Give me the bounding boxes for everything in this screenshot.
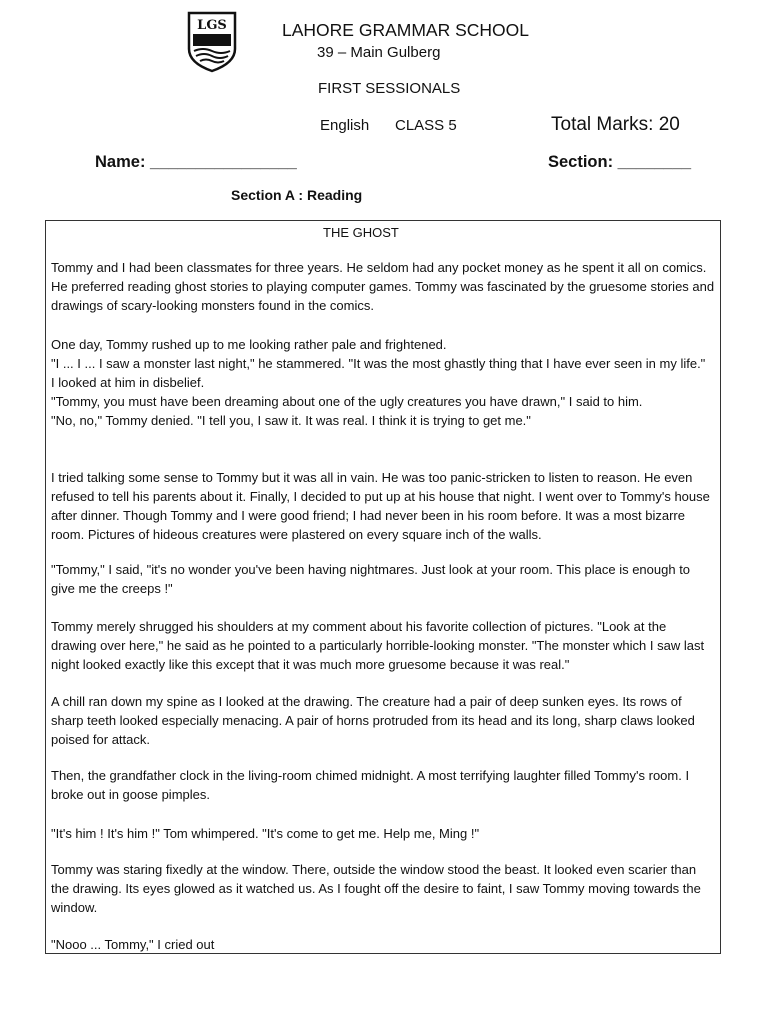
section-field[interactable]: Section: ________ [548,153,692,171]
paragraph-line: "I ... I ... I saw a monster last night," he stammered. "It was the most ghastly thing that I have ever seen in my life." [51,356,706,371]
exam-title: FIRST SESSIONALS [318,80,461,97]
passage-paragraph-6: A chill ran down my spine as I looked at the drawing. The creature had a pair of deep sunken eyes. Its rows of sharp teeth looked especially menacing. A pair of horns protruded from its head and its long, sharp claws looked poised for attack. [51,694,695,747]
class-label: CLASS 5 [395,117,457,134]
paragraph-line: "Tommy, you must have been dreaming about one of the ugly creatures you have drawn," I said to him. [51,394,643,409]
school-crest-logo [186,11,238,73]
school-name: LAHORE GRAMMAR SCHOOL [282,20,529,40]
section-heading: Section A : Reading [231,187,363,203]
school-address: 39 – Main Gulberg [317,44,441,61]
paragraph-line: One day, Tommy rushed up to me looking rather pale and frightened. [51,337,447,352]
name-field[interactable]: Name: ________________ [95,153,297,171]
subject-label: English [320,117,370,134]
reading-passage-box [45,220,721,954]
passage-paragraph-9: Tommy was staring fixedly at the window. There, outside the window stood the beast. It looked even scarier than the drawing. Its eyes glowed as it watched us. As I fought off the desire to faint, I saw Tommy moving towards the window. [51,862,701,915]
passage-paragraph-3: I tried talking some sense to Tommy but it was all in vain. He was too panic-stricken to listen to reason. He even refused to tell his parents about it. Finally, I decided to put up at his house that night. I went over to Tommy's house after dinner. Though Tommy and I were good friend; I had never been in his room before. It was a most bizarre room. Pictures of hideous creatures were plastered on every square inch of the walls. [51,470,710,542]
passage-paragraph-7: Then, the grandfather clock in the living-room chimed midnight. A most terrifying laughter filled Tommy's room. I broke out in goose pimples. [51,768,690,802]
paragraph-line: I looked at him in disbelief. [51,375,205,390]
paragraph-line: "No, no," Tommy denied. "I tell you, I saw it. It was real. I think it is trying to get me." [51,413,531,428]
passage-paragraph-5: Tommy merely shrugged his shoulders at my comment about his favorite collection of pictures. "Look at the drawing over here," he said as he pointed to a particularly horrible-looking monster. "The monster which I saw last night looked exactly like this except that it was much more gruesome because it was real." [51,619,705,672]
total-marks: Total Marks: 20 [551,114,680,135]
passage-paragraph-4: "Tommy," I said, "it's no wonder you've been having nightmares. Just look at your room. This place is enough to give me the creeps !" [51,562,691,596]
passage-paragraph-8: "It's him ! It's him !" Tom whimpered. "It's come to get me. Help me, Ming !" [51,826,480,841]
passage-paragraph-10: "Nooo ... Tommy," I cried out [51,937,215,952]
passage-paragraph-1: Tommy and I had been classmates for three years. He seldom had any pocket money as he spent it all on comics. He preferred reading ghost stories to playing computer games. Tommy was fascinated by the gruesome stories and drawings of scary-looking monsters found in the comics. [51,260,715,313]
passage-paragraph-2 [51,335,715,430]
passage-title: THE GHOST [323,225,399,240]
logo-lettering: LGS [197,18,227,33]
